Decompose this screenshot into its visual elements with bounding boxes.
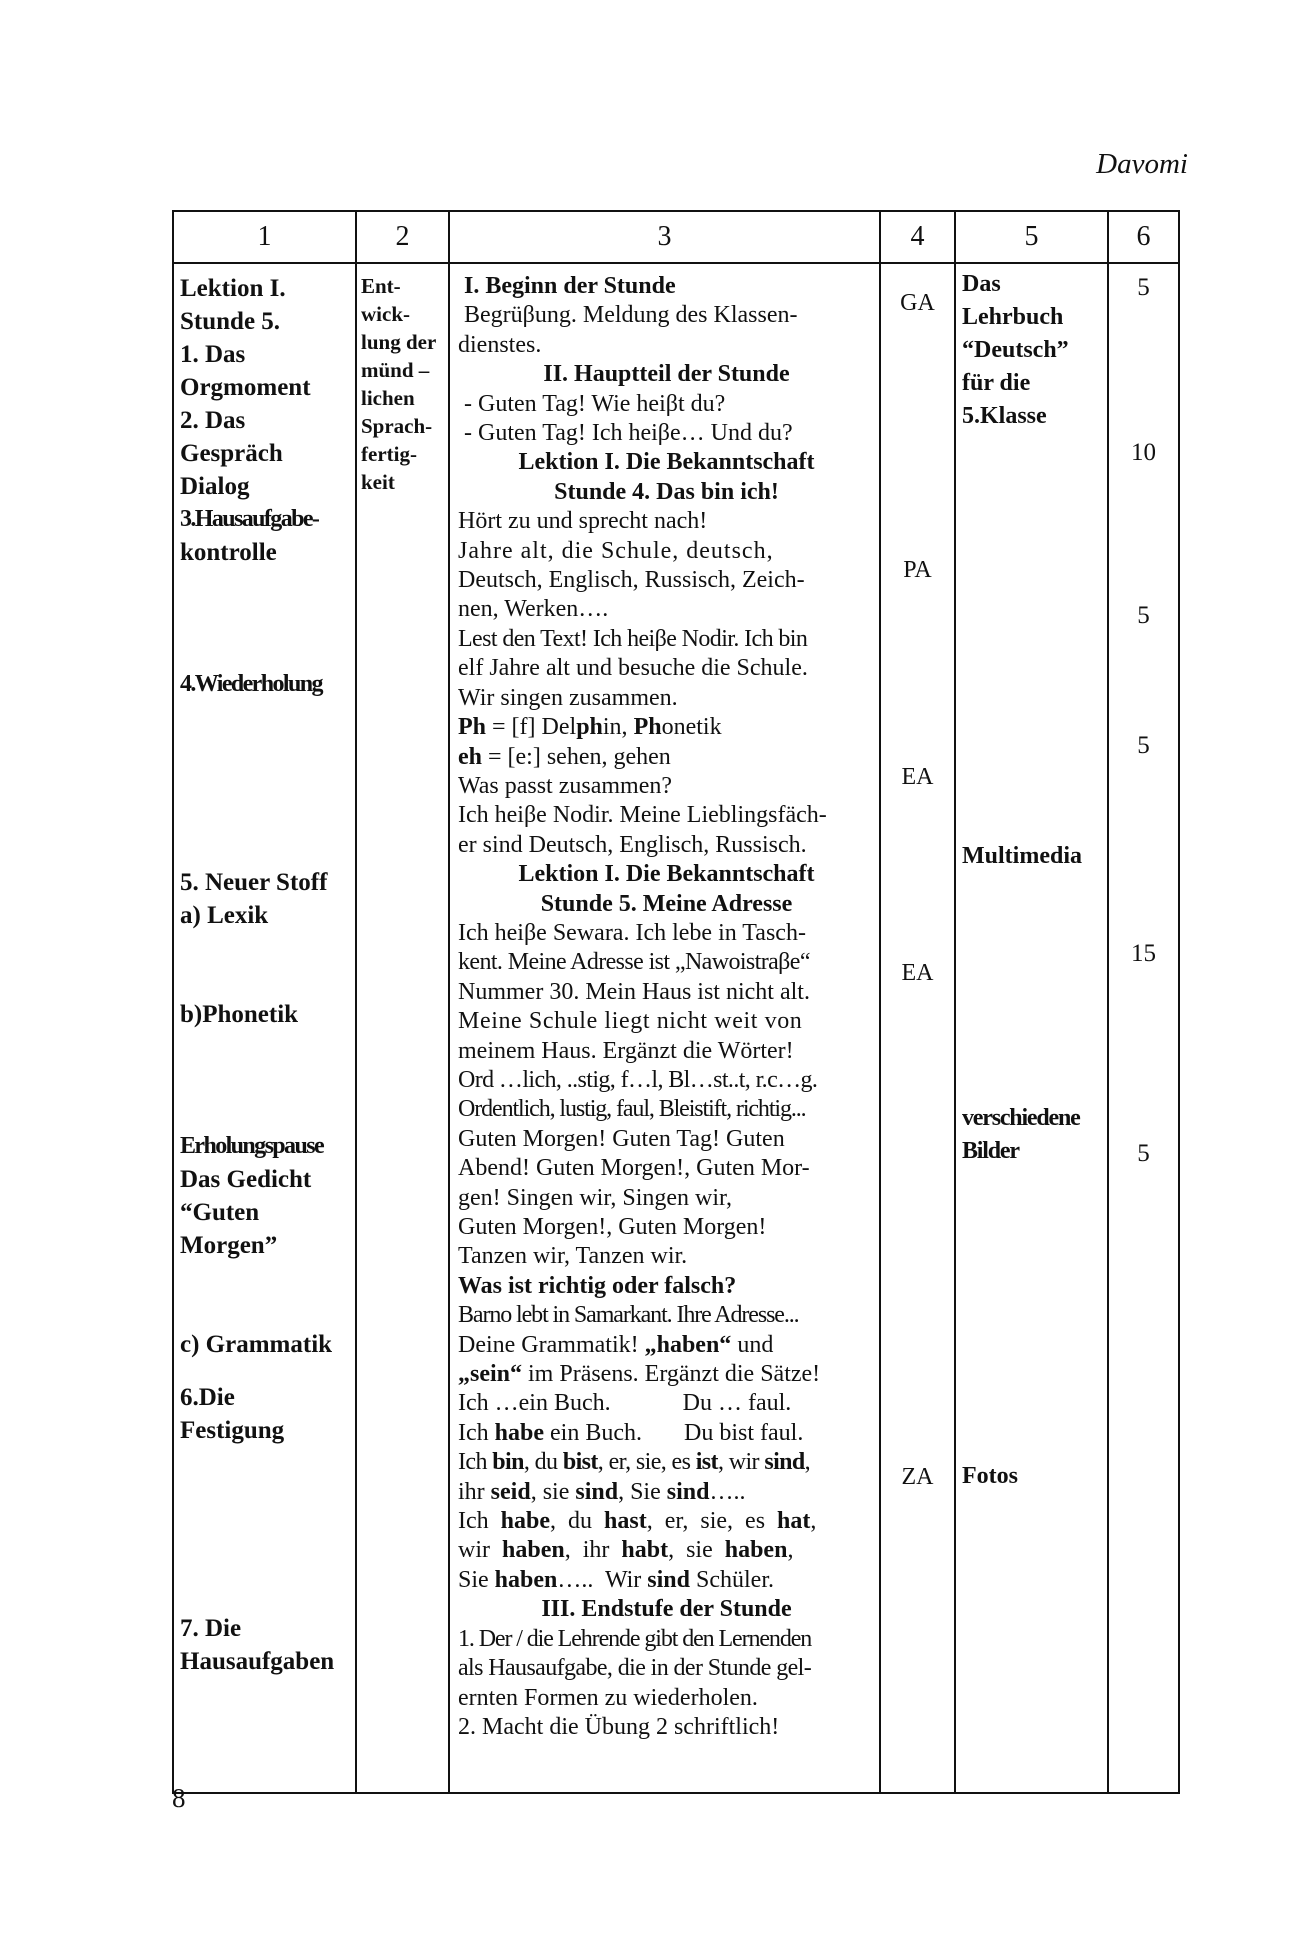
content-line: Wir singen zusammen.: [458, 684, 678, 711]
minutes-cell: [1108, 263, 1179, 1793]
stage-line: Morgen”: [180, 1232, 278, 1259]
stages-list: [180, 272, 351, 1678]
material-pictures: [962, 1102, 1080, 1168]
text-segment: , sie: [668, 1537, 725, 1564]
material-line: verschiedene: [962, 1105, 1080, 1131]
skill-line: wick-: [361, 302, 410, 326]
bold-segment: habt: [621, 1537, 669, 1564]
text-segment: , er, sie, es: [597, 1449, 696, 1476]
bold-segment: sind: [666, 1478, 710, 1505]
content-line: Was passt zusammen?: [458, 772, 673, 799]
column-number: 2: [356, 211, 449, 263]
stage-line: a) Lexik: [180, 902, 269, 929]
text-segment: wir: [458, 1537, 502, 1564]
lesson-body-row: [173, 263, 1179, 1793]
content-line: Meine Schule liegt nicht weit von: [458, 1008, 803, 1035]
content-line: Nummer 30. Mein Haus ist nicht alt.: [458, 978, 810, 1005]
materials-cell: [955, 263, 1108, 1793]
content-line: Ich heiβe Sewara. Ich lebe in Tasch-: [458, 919, 806, 946]
text-segment: Sie: [458, 1566, 495, 1593]
content-line: [458, 1536, 875, 1565]
content-line: Tanzen wir, Tanzen wir.: [458, 1243, 688, 1270]
bold-segment: sind: [764, 1449, 805, 1476]
bold-segment: ph: [576, 714, 603, 741]
content-line: [458, 743, 875, 772]
text-segment: …..: [709, 1478, 746, 1505]
column-number: 3: [449, 211, 880, 263]
material-line: “Deutsch”: [962, 337, 1069, 363]
minutes-value: 5: [1137, 1140, 1150, 1167]
content-line: [458, 1331, 875, 1360]
stage-line: c) Grammatik: [180, 1331, 333, 1358]
text-segment: , sie: [530, 1478, 576, 1505]
stage-line: kontrolle: [180, 539, 277, 566]
stage-line: 7. Die: [180, 1615, 242, 1642]
text-segment: ihr: [458, 1478, 491, 1505]
bold-segment: „sein“: [458, 1361, 523, 1388]
bold-segment: hast: [604, 1508, 647, 1535]
content-line: - Guten Tag! Wie heiβt du?: [464, 390, 726, 417]
minutes-value: 5: [1137, 274, 1150, 301]
text-segment: , wir: [717, 1449, 765, 1476]
continued-label: Davomi: [1096, 148, 1188, 180]
skill-line: Ent-: [361, 274, 401, 298]
content-line: Guten Morgen!, Guten Morgen!: [458, 1214, 767, 1240]
minutes-value: 5: [1137, 602, 1150, 629]
content-line: 1. Der / die Lehrende gibt den Lernenden: [458, 1625, 812, 1652]
content-line: [458, 1507, 875, 1536]
content-line: kent. Meine Adresse ist „Nawoistraβe“: [458, 949, 810, 976]
content-line: [458, 1419, 875, 1448]
material-line: Bilder: [962, 1138, 1019, 1164]
content-line: gen! Singen wir, Singen wir,: [458, 1184, 733, 1211]
material-line: Das: [962, 271, 1001, 297]
content-line: 2. Macht die Übung 2 schriftlich!: [458, 1713, 780, 1740]
bold-segment: sind: [647, 1566, 690, 1593]
text-segment: Ich: [458, 1419, 495, 1446]
bold-segment: haben: [724, 1537, 788, 1564]
stage-line: Lektion I.: [180, 275, 286, 302]
content-line: Jahre alt, die Schule, deutsch,: [458, 537, 774, 564]
work-mode: GA: [900, 290, 935, 316]
content-line: Ich heiβe Nodir. Meine Lieblingsfäch-: [458, 802, 827, 829]
column-number: 1: [173, 211, 356, 263]
skill-cell: [356, 263, 449, 1793]
skill-line: keit: [361, 470, 395, 494]
stage-line: 4.Wiederholung: [180, 671, 322, 697]
content-cell: [449, 263, 880, 1793]
content-line: [458, 1448, 875, 1477]
skill-text: [361, 272, 446, 496]
content-line: [458, 713, 875, 742]
content-line: Deutsch, Englisch, Russisch, Zeich-: [458, 567, 805, 594]
content-line: - Guten Tag! Ich heiβe… Und du?: [464, 420, 793, 447]
content-line: nen, Werken….: [458, 596, 609, 623]
lesson-plan-table: [172, 210, 1180, 1794]
content-line: dienstes.: [458, 331, 542, 358]
text-segment: onetik: [661, 714, 722, 741]
content-line: [458, 1360, 875, 1389]
bold-segment: sind: [575, 1478, 619, 1505]
stages-cell: [173, 263, 356, 1793]
stage-line: 6.Die: [180, 1384, 235, 1411]
content-line: Ordentlich, lustig, faul, Bleistift, richtig...: [458, 1096, 806, 1123]
column-number: 5: [955, 211, 1108, 263]
work-mode: ZA: [901, 1464, 934, 1490]
text-segment: Deine Grammatik!: [458, 1331, 645, 1358]
text-segment: , du: [523, 1449, 563, 1476]
content-line: II. Hauptteil der Stunde: [543, 361, 790, 388]
content-line: als Hausaufgabe, die in der Stunde gel-: [458, 1655, 812, 1682]
content-line: III. Endstufe der Stunde: [541, 1596, 792, 1623]
text-segment: in,: [602, 714, 634, 741]
text-segment: , Sie: [618, 1478, 667, 1505]
stage-line: Erholungspause: [180, 1133, 323, 1159]
bold-segment: bist: [562, 1449, 598, 1476]
bold-segment: hat: [777, 1508, 811, 1535]
stage-line: 3.Hausaufgabe-: [180, 506, 319, 532]
content-line: Stunde 5. Meine Adresse: [540, 890, 793, 917]
material-multimedia: Multimedia: [962, 843, 1082, 869]
material-textbook: [962, 268, 1069, 433]
page-number: 8: [172, 1783, 186, 1813]
stage-line: Hausaufgaben: [180, 1648, 335, 1675]
stage-line: Gespräch: [180, 440, 283, 467]
content-text: [458, 272, 875, 1742]
text-segment: ,: [810, 1508, 817, 1535]
content-line: Begrüβung. Meldung des Klassen-: [464, 302, 798, 329]
text-segment: ,: [787, 1537, 794, 1564]
stage-line: Das Gedicht: [180, 1166, 312, 1193]
column-number: 6: [1108, 211, 1179, 263]
skill-line: münd –: [361, 358, 430, 382]
minutes-value: 10: [1131, 439, 1156, 466]
stage-line: Stunde 5.: [180, 308, 281, 335]
text-segment: ….. Wir: [557, 1566, 648, 1593]
content-line: [458, 1478, 875, 1507]
content-line: Was ist richtig oder falsch?: [458, 1272, 737, 1299]
skill-line: lung der: [361, 330, 437, 354]
content-line: [458, 1566, 875, 1595]
stage-line: Dialog: [180, 473, 250, 500]
bold-segment: eh: [458, 743, 482, 770]
content-line: Lest den Text! Ich heiβe Nodir. Ich bin: [458, 625, 808, 652]
bold-segment: Ph: [458, 714, 487, 741]
skill-line: fertig-: [361, 442, 417, 466]
bold-segment: Ph: [633, 714, 662, 741]
stage-line: 2. Das: [180, 407, 246, 434]
content-line: Abend! Guten Morgen!, Guten Mor-: [458, 1155, 810, 1182]
text-segment: Ich: [458, 1449, 493, 1476]
content-line: I. Beginn der Stunde: [464, 273, 676, 299]
text-segment: , du: [550, 1508, 605, 1535]
content-line: ernten Formen zu wiederholen.: [458, 1684, 758, 1711]
column-number-row: [173, 211, 1179, 263]
bold-segment: habe: [494, 1419, 545, 1446]
content-line: Lektion I. Die Bekanntschaft: [518, 449, 815, 476]
text-segment: , er, sie, es: [646, 1508, 778, 1535]
text-segment: und: [731, 1331, 774, 1358]
work-mode: EA: [901, 764, 934, 790]
stage-line: b)Phonetik: [180, 1001, 299, 1028]
bold-segment: ist: [695, 1449, 718, 1476]
material-line: für die: [962, 370, 1031, 396]
text-segment: = [e:] sehen, gehen: [482, 743, 671, 770]
work-mode-cell: [880, 263, 955, 1793]
stage-line: Orgmoment: [180, 374, 311, 401]
stage-line: 5. Neuer Stoff: [180, 869, 328, 896]
text-segment: ein Buch. Du bist faul.: [544, 1419, 804, 1446]
stage-line: “Guten: [180, 1199, 260, 1226]
text-segment: Schüler.: [690, 1566, 774, 1593]
text-segment: , ihr: [564, 1537, 622, 1564]
content-line: Ord …lich, ..stig, f…l, Bl…st..t, r.c…g.: [458, 1066, 818, 1093]
text-segment: im Präsens. Ergänzt die Sätze!: [522, 1361, 821, 1388]
skill-line: lichen: [361, 386, 415, 410]
content-line: Guten Morgen! Guten Tag! Guten: [458, 1125, 785, 1152]
bold-segment: bin: [492, 1449, 524, 1476]
content-line: elf Jahre alt und besuche die Schule.: [458, 655, 808, 682]
text-segment: Ich: [458, 1508, 501, 1535]
content-line: Barno lebt in Samarkant. Ihre Adresse...: [458, 1302, 799, 1329]
material-line: Lehrbuch: [962, 304, 1064, 330]
bold-segment: seid: [490, 1478, 531, 1505]
minutes-value: 15: [1131, 940, 1156, 967]
bold-segment: haben: [502, 1537, 565, 1564]
bold-segment: habe: [500, 1508, 551, 1535]
material-photos: Fotos: [962, 1463, 1018, 1489]
text-segment: = [f] Del: [486, 714, 577, 741]
column-number: 4: [880, 211, 955, 263]
stage-line: 1. Das: [180, 341, 246, 368]
content-line: er sind Deutsch, Englisch, Russisch.: [458, 831, 807, 858]
content-line: meinem Haus. Ergänzt die Wörter!: [458, 1037, 794, 1064]
text-segment: ,: [804, 1449, 811, 1476]
bold-segment: „haben“: [644, 1331, 732, 1358]
content-line: Stunde 4. Das bin ich!: [554, 478, 779, 505]
content-line: Hört zu und sprecht nach!: [458, 508, 708, 535]
content-line: Lektion I. Die Bekanntschaft: [518, 861, 815, 888]
minutes-value: 5: [1137, 732, 1150, 759]
content-line: Ich …ein Buch. Du … faul.: [458, 1390, 792, 1417]
bold-segment: haben: [494, 1566, 558, 1593]
stage-line: Festigung: [180, 1417, 285, 1444]
work-mode: EA: [901, 960, 934, 986]
skill-line: Sprach-: [361, 414, 433, 438]
work-mode: PA: [903, 557, 932, 583]
material-line: 5.Klasse: [962, 403, 1047, 429]
